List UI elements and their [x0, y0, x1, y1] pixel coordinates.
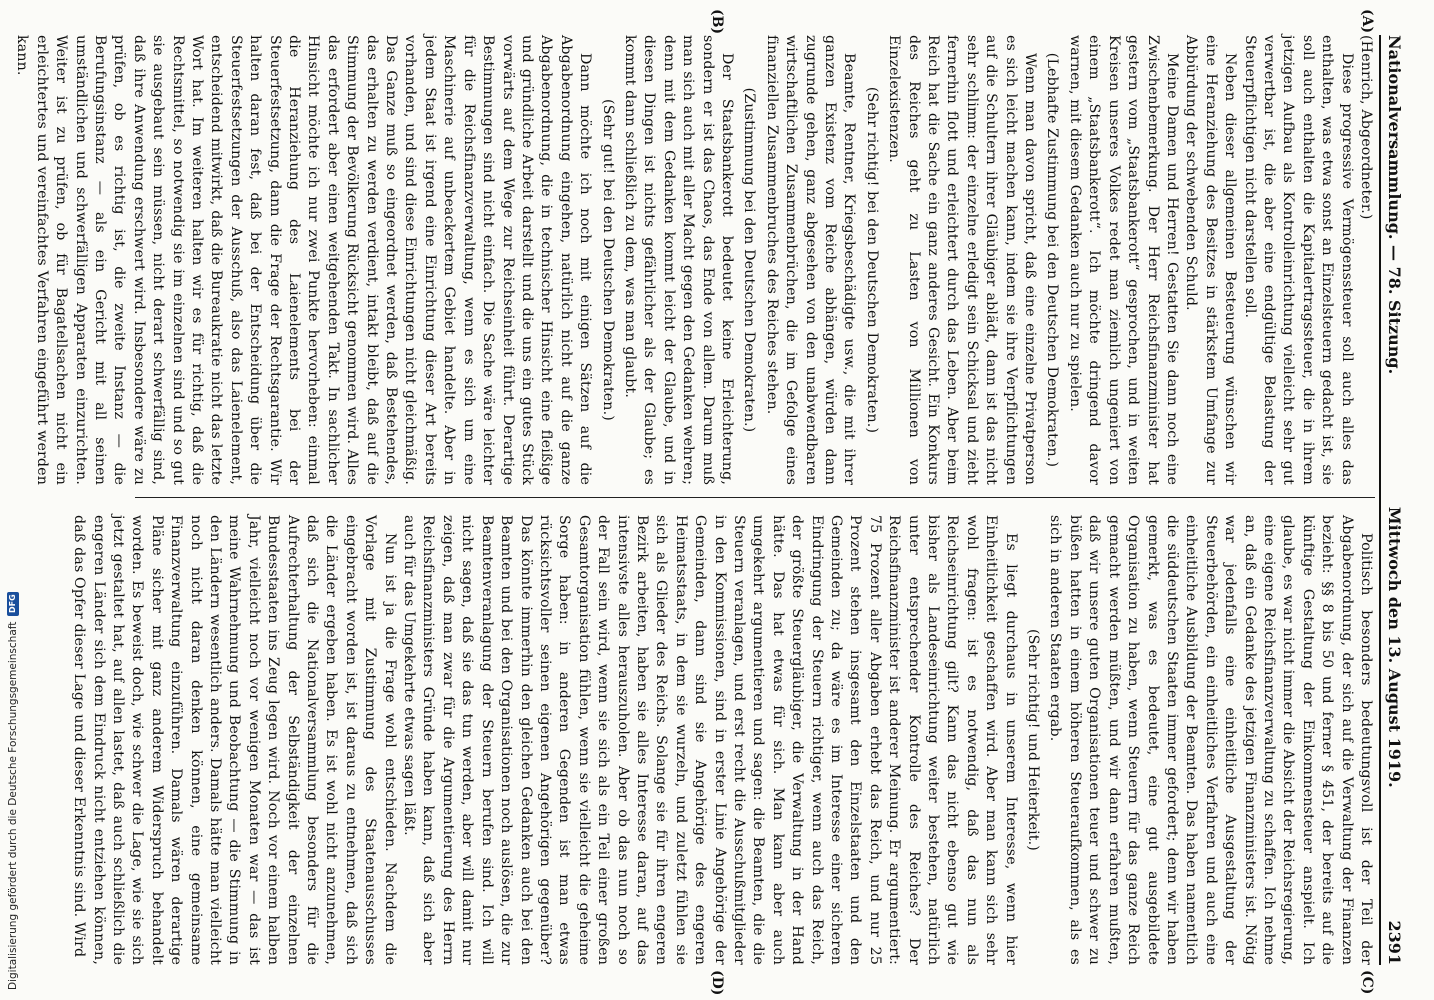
page-header [1379, 35, 1407, 965]
credit-text: Digitalisierung gefördert durch die Deutsche Forschungsgemeinschaft [7, 621, 19, 990]
paragraph: Der Staatsbankerott bedeutet keine Erleichterung, sondern er ist das Chaos, das Ende von allem. Darum muß man sich auch mit aller Macht gegen den Gedanken wehren; denn mit dem Gedanken kommt leicht der Glaube, und in diesen Dingen ist nichts gefährlicher als der Glaube; es kommt dann schließlich zu dem, was man glaubt. [621, 35, 735, 485]
margin-letter-c: (C) [1359, 970, 1375, 995]
paragraph: Beamte, Rentner, Kriegsbeschädigte usw., die mit ihrer ganzen Existenz vom Reiche abhängen, würden dann zugrunde gehen, ganz abgesehen von den unabwendbaren wirtschaftlichen Zusammenbrüchen, die im Gefolge eines finanziellen Zusammenbruches des Reiches stehen. [763, 35, 858, 485]
header-left-title: Nationalversammlung. — 78. Sitzung. [1385, 35, 1405, 375]
paragraph: Dann möchte ich noch mit einigen Sätzen auf die Abgabenordnung eingehen, natürlich nicht auf die ganze Abgabenordnung, die in technischer Hinsicht eine fleißige und gründliche Arbeit darstellt und die uns ein gutes Stück vorwärts auf dem Wege zur Reichseinheit führt. Derartige Bestimmungen sind nicht einfach. Die Sache wäre leichter für die Reichsfinanzverwaltung, wenn es sich um eine Maschinerie auf unbeackertem Gebiet handelte. Aber in jedem Staat ist irgend eine Einrichtung dieser Art bereits vorhanden, und sind diese Einrichtungen nicht gleichmäßig. Das Ganze muß so eingeordnet werden, daß Bestehendes, das erhalten zu werden verdient, intakt bleibt, daß auf die Stimmung der Bevölkerung Rücksicht genommen wird. Alles das erfordert aber einen weitgehenden Takt. In sachlicher Hinsicht möchte ich nur zwei Punkte hervorheben: einmal die Heranziehung des Laienelements bei der Steuerfestsetzung, dann die Frage der Rechtsgarantie. Wir halten daran fest, daß bei der Entscheidung über die Steuerfestsetzungen der Ausschuß, also das Laienelement, entscheidend mitwirkt, daß die Bureaukratie nicht das letzte Wort hat. Im weiteren halten wir es für richtig, daß die Rechtsmittel, so notwendig sie im einzelnen sind und so gut sie ausgebaut sein müssen, nicht derart schwerfällig sind, daß ihre Anwendung erschwert wird. Insbesondere wäre zu prüfen, ob es richtig ist, die zweite Instanz — die Berufungsinstanz — als ein Gericht mit all seinen umständlichen und schwerfälligen Apparaten einzurichten. Weiter ist zu prüfen, ob für Bagatellsachen nicht ein erleichtertes und vereinfachtes Verfahren eingeführt werden kann. [14, 35, 594, 485]
paragraph: Nun ist ja die Frage wohl entschieden. Nachdem die Vorlage mit Zustimmung des Staatenausschusses eingebracht worden ist, ist daraus zu entnehmen, daß sich die Länder ergeben haben. Es ist wohl nicht anzunehmen, daß sich die Nationalversammlung besonders für die Aufrechterhaltung der Selbständigkeit der einzelnen Bundesstaaten ins Zeug legen wird. Noch vor einem halben Jahr, vielleicht noch vor wenigen Monaten war — das ist meine Wahrnehmung und Beobachtung — die Stimmung in den Ländern wesentlich anders. Damals hätte man vielleicht noch nicht daran denken können, eine gemeinsame Finanzverwaltung einzuführen. Damals wären derartige Pläne sicher mit ganz anderem Widerspruch behandelt worden. Es beweist doch, wie schwer die Lage, wie sie sich jetzt gestaltet hat, auf allen lastet, daß auch schließlich die engeren Länder sich dem Eindruck nicht entziehen können, daß das Opfer dieser Lage und dieser Erkenntnis sind. Wird [71, 515, 398, 965]
margin-letter-a: (A) [1359, 9, 1375, 34]
left-text-column [12, 35, 1375, 485]
speaker-label: (Henrich, Abgeordneter.) [1358, 35, 1374, 220]
page-number: 2391 [1385, 920, 1405, 965]
paragraph: Meine Damen und Herren! Gestatten Sie dann noch eine Zwischenbemerkung. Der Herr Reichsfinanzminister hat gestern vom „Staatsbankerott“ gesprochen, und in weiten Kreisen unseres Volkes redet man ziemlich ungeniert von einem „Staatsbankerott“. Ich möchte dringend davor warnen, mit diesem Gedanken auch nur zu spielen. [1066, 35, 1180, 485]
rotated-newspaper-page [14, 5, 1415, 996]
interjection: (Sehr richtig! und Heiterkeit.) [1025, 629, 1042, 851]
interjection: (Sehr richtig! bei den Deutschen Demokraten.) [863, 86, 880, 434]
dfg-logo: DFG [7, 592, 19, 616]
paragraph: Neben dieser allgemeinen Besteuerung wünschen wir eine Heranziehung des Besitzes in stärkstem Umfange zur Abbürdung der schwebenden Schuld. [1183, 35, 1239, 485]
right-text-column [69, 515, 1375, 965]
paragraph: Es liegt durchaus in unserem Interesse, wenn hier Einheitlichkeit geschaffen wird. Aber man kann sich sehr wohl fragen: ist es notwendig, daß das nun als Reichseinrichtung gilt? Kann das nicht ebenso gut wie bisher als Landeseinrichtung weiter bestehen, natürlich unter entsprechender Kontrolle des Reiches? Der Reichsfinanzminister ist anderer Meinung. Er argumentiert: 75 Prozent aller Abgaben erhebt das Reich, und nur 25 Prozent stehen insgesamt den Einzelstaaten und den Gemeinden zu; da wäre es im Interesse einer sicheren Eindringung der Steuern richtiger, wenn auch das Reich, der größte Steuergläubiger, die Verwaltung in der Hand hätte. Das hat etwas für sich. Man kann aber auch umgekehrt argumentieren und sagen: die Beamten, die die Steuern veranlagen, und erst recht die Ausschußmitglieder in den Kommissionen, sind in erster Linie Angehörige der Gemeinden, dann sind sie Angehörige des engeren Heimatsstaats, in dem sie wurzeln, und zuletzt fühlen sie sich als Glieder des Reichs. Solange sie für ihren engeren Bezirk arbeiten, haben sie alles Interesse daran, auf das intensivste alles herauszuholen. Aber ob das nun noch so der Fall sein wird, wenn sie sich als ein Teil einer großen Gesamtorganisation fühlen, wenn sie vielleicht die geheime Sorge haben: in anderen Gegenden ist man etwas rücksichtsvoller seinen eigenen Angehörigen gegenüber? Das könnte immerhin den gleichen Gedanken auch bei den Beamten und bei den Organisationen noch auslösen, die zur Beamtenveranlagung der Steuern berufen sind. Ich will nicht sagen, daß sie das tun werden, aber will damit nur zeigen, daß man zwar für die Argumentierung des Herrn Reichsfinanzministers Gründe haben kann, daß sich aber auch für das Umgekehrte etwas sagen läßt. [401, 515, 1019, 965]
interjection: (Lebhafte Zustimmung bei den Deutschen Demokraten.) [1044, 52, 1061, 468]
digitization-credit [4, 0, 22, 1000]
paragraph: Wenn man davon spricht, daß eine einzelne Privatperson es sich leicht machen kann, indem sie ihre Verpflichtungen auf die Schultern ihrer Gläubiger ablädt, dann ist das nicht sehr schlimm: der einzelne erledigt sein Schicksal und zieht fernerhin flott und erleichtert durch das Leben. Aber beim Reich hat die Sache ein ganz anderes Gesicht. Ein Konkurs des Reiches geht zu Lasten von Millionen von Einzelexistenzen. [886, 35, 1039, 485]
margin-letter-d: (D) [709, 970, 725, 996]
margin-letter-b: (B) [709, 9, 725, 35]
interjection: (Sehr gut! bei den Deutschen Demokraten.) [599, 99, 616, 421]
paragraph: Diese progressive Vermögenssteuer soll auch alles das enthalten, was etwa sonst an Einzelsteuern gedacht ist, sie soll auch enthalten die Kapitalertragssteuer, die in ihrem jetzigen Aufbau als Kontrolleinrichtung vielleicht sehr gut verwertbar ist, die aber eine endgültige Belastung der Steuerpflichtigen nicht darstellen soll. [1241, 35, 1355, 485]
column-divider [135, 497, 1375, 498]
paragraph: Politisch besonders bedeutungsvoll ist der Teil der Abgabenordnung, der sich auf die Verwaltung der Finanzen bezieht: §§ 8 bis 50 und ferner § 451, der bereits auf die künftige Gestaltung der Einkommensteuer anspielt. Ich glaube, es war nicht immer die Absicht der Reichsregierung, eine eigene Reichsfinanzverwaltung zu schaffen. Ich nehme an, daß ein Gedanke des jetzigen Finanzministers ist. Nötig war jedenfalls eine einheitliche Ausgestaltung der Steuerbehörden, ein einheitliches Verfahren und auch eine einheitliche Ausbildung der Beamten. Das haben namentlich die süddeutschen Staaten immer gefordert; denn wir haben gemerkt, was es bedeutet, eine gut ausgebildete Organisation zu haben, wenn Steuern für das ganze Reich gemacht werden müßten, und wir dann erfahren mußten, daß wir unsere guten Organisationen teuer und schwer zu büßen hatten in einem höheren Steueraufkommen, als es sich in anderen Staaten ergab. [1047, 515, 1374, 965]
interjection: (Zustimmung bei den Deutschen Demokraten.) [741, 87, 758, 433]
header-date: Mittwoch den 13. August 1919. [1385, 506, 1405, 788]
